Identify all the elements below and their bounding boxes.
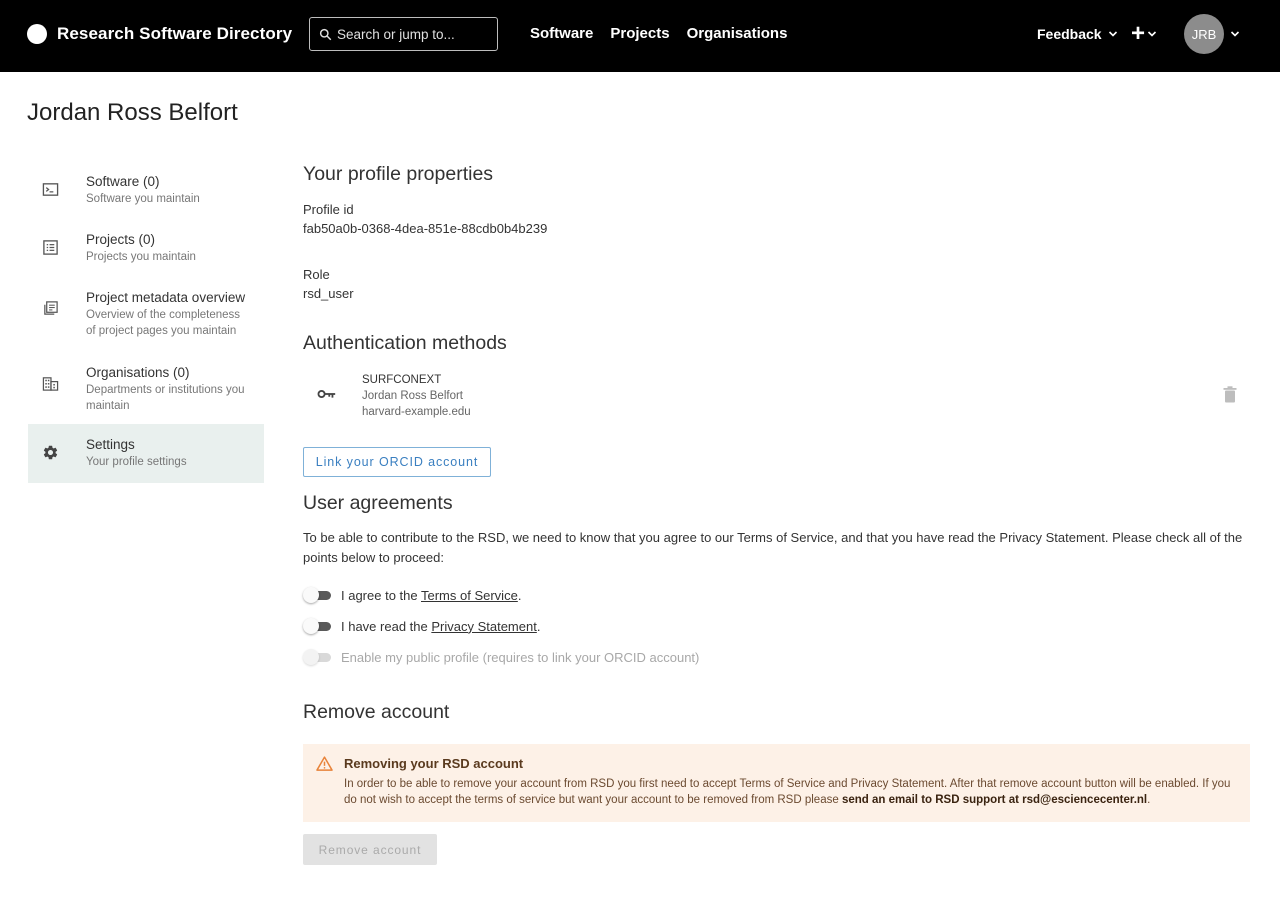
avatar: JRB [1184, 14, 1224, 54]
role-label: Role [303, 267, 330, 282]
add-menu[interactable] [1131, 22, 1157, 46]
alert-title: Removing your RSD account [344, 756, 524, 771]
sidebar-item-subtitle: Departments or institutions you [86, 384, 245, 396]
remove-account-heading: Remove account [303, 701, 450, 723]
library-icon [40, 298, 60, 318]
public-profile-toggle[interactable] [303, 649, 331, 665]
feedback-menu[interactable] [1037, 26, 1118, 42]
agreements-heading: User agreements [303, 492, 453, 514]
main-nav [530, 25, 787, 42]
search-icon [319, 28, 332, 41]
alert-body: In order to be able to remove your account from RSD you first need to accept Terms of Service and Privacy Statement. After that remove account button will be enabled. If you do not wish to accept the terms of service but want your account to be removed from RSD please send an email to RSD support at rsd@esciencecenter.nl. [344, 778, 1231, 806]
agreements-intro: To be able to contribute to the RSD, we need to know that you agree to our Terms of Service, and that you have read the Privacy Statement. Please check all of the points below to proceed: [303, 530, 1243, 565]
privacy-agreement-row [303, 618, 540, 634]
auth-provider: SURFCONEXT [362, 374, 442, 386]
support-email-text: send an email to RSD support at rsd@esciencecenter.nl [841, 794, 1148, 806]
profile-id-label: Profile id [303, 202, 354, 217]
gear-icon [40, 442, 60, 462]
building-icon [40, 373, 60, 393]
chevron-down-icon [1108, 29, 1118, 39]
search-input[interactable] [337, 27, 487, 42]
auth-user-name: Jordan Ross Belfort [362, 390, 463, 402]
search-box[interactable] [309, 17, 498, 51]
nav-software[interactable]: Software [530, 25, 594, 42]
delete-icon[interactable] [1223, 386, 1237, 403]
list-icon [40, 237, 60, 257]
sidebar-item-title: Organisations (0) [86, 365, 190, 380]
sidebar-item-subtitle: of project pages you maintain [86, 325, 237, 337]
sidebar-item-project-metadata[interactable] [28, 276, 264, 351]
sidebar-item-organisations[interactable] [28, 351, 264, 425]
key-icon [317, 387, 337, 401]
privacy-label: I have read the Privacy Statement. [341, 618, 541, 634]
terms-label: I agree to the Terms of Service. [341, 587, 522, 603]
public-profile-label: Enable my public profile (requires to link your ORCID account) [341, 649, 700, 665]
sidebar-item-subtitle: Overview of the completeness [86, 309, 241, 321]
terminal-icon [40, 179, 60, 199]
chevron-down-icon [1147, 29, 1157, 39]
auth-heading: Authentication methods [303, 332, 507, 354]
logo[interactable] [27, 24, 292, 44]
sidebar-item-subtitle: Software you maintain [86, 193, 200, 205]
sidebar-item-title: Software (0) [86, 174, 160, 189]
plus-icon: + [1131, 20, 1146, 47]
remove-account-button[interactable]: Remove account [303, 834, 437, 865]
terms-toggle[interactable] [303, 587, 331, 603]
sidebar [28, 160, 264, 483]
role-value: rsd_user [303, 286, 354, 301]
feedback-label: Feedback [1037, 26, 1102, 42]
nav-projects[interactable]: Projects [610, 25, 670, 42]
sidebar-item-software[interactable] [28, 160, 264, 218]
link-orcid-button[interactable]: Link your ORCID account [303, 447, 491, 477]
logo-text: Research Software Directory [57, 24, 293, 43]
auth-domain: harvard-example.edu [362, 406, 471, 418]
sidebar-item-subtitle: maintain [86, 400, 130, 412]
sidebar-item-title: Settings [86, 437, 135, 452]
sidebar-item-title: Projects (0) [86, 232, 156, 247]
logo-circle-icon [27, 24, 47, 44]
sidebar-item-subtitle: Projects you maintain [86, 251, 196, 263]
remove-account-warning [303, 744, 1250, 822]
chevron-down-icon [1230, 29, 1240, 39]
warning-icon [316, 756, 333, 771]
terms-of-service-link[interactable]: Terms of Service [421, 587, 518, 603]
top-bar [0, 0, 1280, 72]
page-title: Jordan Ross Belfort [27, 99, 238, 126]
user-menu[interactable] [1184, 14, 1240, 54]
sidebar-item-settings[interactable] [28, 424, 264, 483]
privacy-statement-link[interactable]: Privacy Statement [431, 618, 537, 634]
terms-agreement-row [303, 587, 521, 603]
sidebar-item-title: Project metadata overview [86, 290, 246, 305]
public-profile-row [303, 649, 699, 665]
privacy-toggle[interactable] [303, 618, 331, 634]
auth-method-row [303, 370, 1250, 422]
sidebar-item-projects[interactable] [28, 218, 264, 276]
profile-heading: Your profile properties [303, 163, 494, 185]
sidebar-item-subtitle: Your profile settings [86, 456, 187, 468]
nav-organisations[interactable]: Organisations [686, 25, 788, 42]
profile-id-value: fab50a0b-0368-4dea-851e-88cdb0b4b239 [303, 221, 548, 236]
